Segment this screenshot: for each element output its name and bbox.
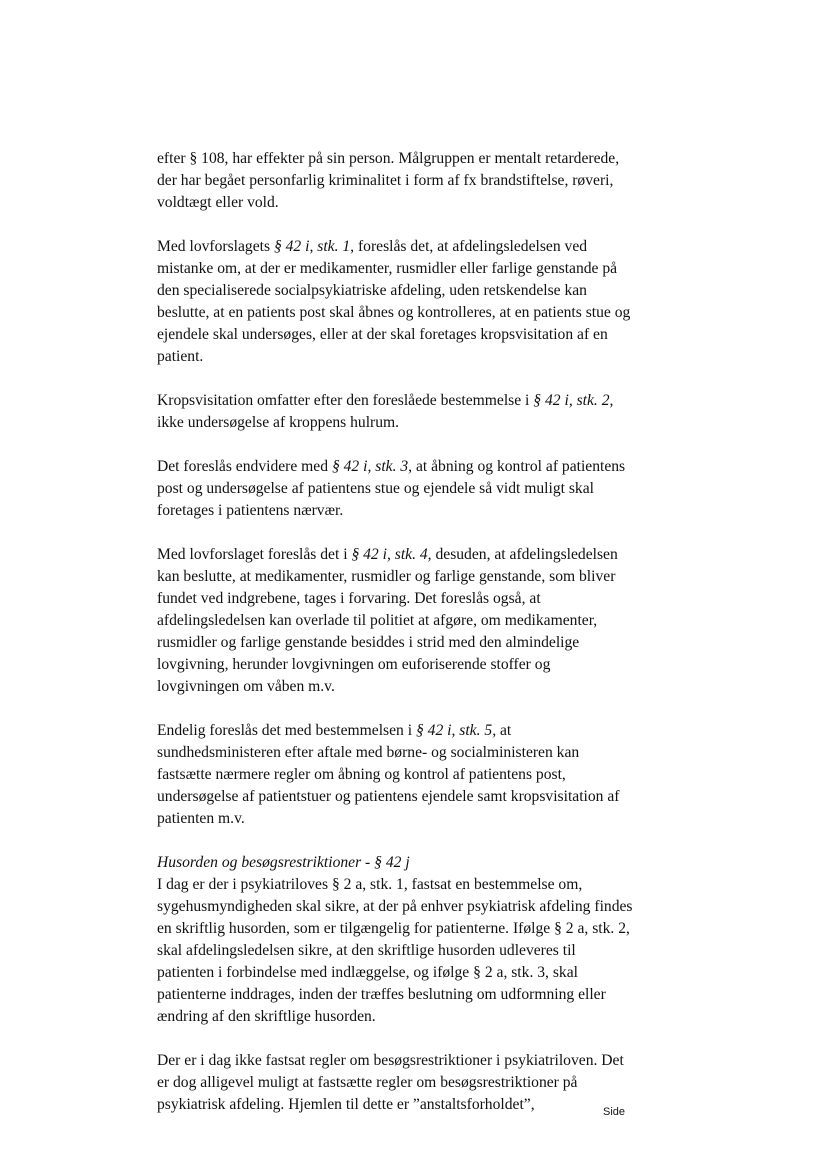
text-line: psykiatrisk afdeling. Hjemlen til dette er ”anstaltsforholdet”, <box>157 1096 535 1113</box>
paragraph-stk-5 <box>157 720 679 830</box>
text-line: ejendele skal undersøges, eller at der skal foretages kropsvisitation af en <box>157 326 608 343</box>
text-line: mistanke om, at der er medikamenter, rusmidler eller farlige genstande på <box>157 260 618 277</box>
paragraph-visit-restrictions <box>157 1050 679 1116</box>
text-line: ikke undersøgelse af kroppens hulrum. <box>157 414 400 431</box>
text-run: Endelig foreslås det med bestemmelsen i <box>157 722 416 739</box>
text-line: voldtægt eller vold. <box>157 194 279 211</box>
text-line: er dog alligevel muligt at fastsætte regler om besøgsrestriktioner på <box>157 1074 578 1091</box>
text-line: den specialiserede socialpsykiatriske afdeling, uden retskendelse kan <box>157 282 587 299</box>
text-line: skal afdelingsledelsen sikre, at den skriftlige husorden udleveres til <box>157 942 576 959</box>
law-reference: § 42 i, stk. 5, <box>415 722 497 739</box>
text-line: Der er i dag ikke fastsat regler om besøgsrestriktioner i psykiatriloven. Det <box>157 1052 624 1069</box>
text-line <box>157 236 679 258</box>
paragraph-stk-4 <box>157 544 679 698</box>
paragraph-stk-2 <box>157 390 679 434</box>
text-run: Kropsvisitation omfatter efter den foreslåede bestemmelse i <box>157 392 534 409</box>
text-line: lovgivning, herunder lovgivningen om euforiserende stoffer og <box>157 656 551 673</box>
text-line: patienterne inddrages, inden der træffes beslutning om udformning eller <box>157 986 606 1003</box>
text-line <box>157 456 679 478</box>
text-line: beslutte, at en patients post skal åbnes og kontrolleres, at en patients stue og <box>157 304 631 321</box>
text-line: sundhedsministeren efter aftale med børne- og socialministeren kan <box>157 744 580 761</box>
text-line <box>157 390 679 412</box>
text-run: Med lovforslagets <box>157 238 274 255</box>
text-line: sygehusmyndigheden skal sikre, at der på enhver psykiatrisk afdeling findes <box>157 898 633 915</box>
text-line: ændring af den skriftlige husorden. <box>157 1008 376 1025</box>
law-reference: § 42 i, stk. 3 <box>331 458 409 475</box>
text-line: rusmidler og farlige genstande besiddes i strid med den almindelige <box>157 634 580 651</box>
body-text <box>157 148 679 1116</box>
text-run: , at åbning og kontrol af patientens <box>408 458 626 475</box>
text-line <box>157 720 679 742</box>
paragraph-target-group <box>157 148 679 214</box>
text-run: Det foreslås endvidere med <box>157 458 332 475</box>
text-line: der har begået personfarlig kriminalitet i form af fx brandstiftelse, røveri, <box>157 172 614 189</box>
text-line: I dag er der i psykiatriloves § 2 a, stk. 1, fastsat en bestemmelse om, <box>157 876 583 893</box>
paragraph-stk-3 <box>157 456 679 522</box>
text-line: patienten i forbindelse med indlæggelse, og ifølge § 2 a, stk. 3, skal <box>157 964 578 981</box>
text-line: lovgivningen om våben m.v. <box>157 678 335 695</box>
text-run: foreslås det, at afdelingsledelsen ved <box>354 238 588 255</box>
law-reference: § 42 i, stk. 4, <box>351 546 432 563</box>
text-line: en skriftlig husorden, som er tilgængelig for patienterne. Ifølge § 2 a, stk. 2, <box>157 920 630 937</box>
text-line: post og undersøgelse af patientens stue og ejendele så vidt muligt skal <box>157 480 594 497</box>
text-line <box>157 544 679 566</box>
paragraph-stk-1 <box>157 236 679 368</box>
text-line: kan beslutte, at medikamenter, rusmidler og farlige genstande, som bliver <box>157 568 616 585</box>
section-house-rules <box>157 852 679 1028</box>
text-line: fastsætte nærmere regler om åbning og kontrol af patientens post, <box>157 766 566 783</box>
section-heading: Husorden og besøgsrestriktioner - § 42 j <box>157 854 410 871</box>
text-line: patienten m.v. <box>157 810 245 827</box>
text-line: afdelingsledelsen kan overlade til politiet at afgøre, om medikamenter, <box>157 612 598 629</box>
text-line: patient. <box>157 348 204 365</box>
text-run: desuden, at afdelingsledelsen <box>431 546 618 563</box>
text-line: fundet ved indgrebene, tages i forvaring. Det foreslås også, at <box>157 590 541 607</box>
page-footer-label: Side <box>603 1106 626 1118</box>
text-line: efter § 108, har effekter på sin person. Målgruppen er mentalt retarderede, <box>157 150 620 167</box>
text-run: at <box>496 722 512 739</box>
text-line: foretages i patientens nærvær. <box>157 502 344 519</box>
text-run: Med lovforslaget foreslås det i <box>157 546 352 563</box>
law-reference: § 42 i, stk. 1, <box>273 238 355 255</box>
law-reference: § 42 i, stk. 2, <box>533 392 614 409</box>
text-line: undersøgelse af patientstuer og patientens ejendele samt kropsvisitation af <box>157 788 620 805</box>
